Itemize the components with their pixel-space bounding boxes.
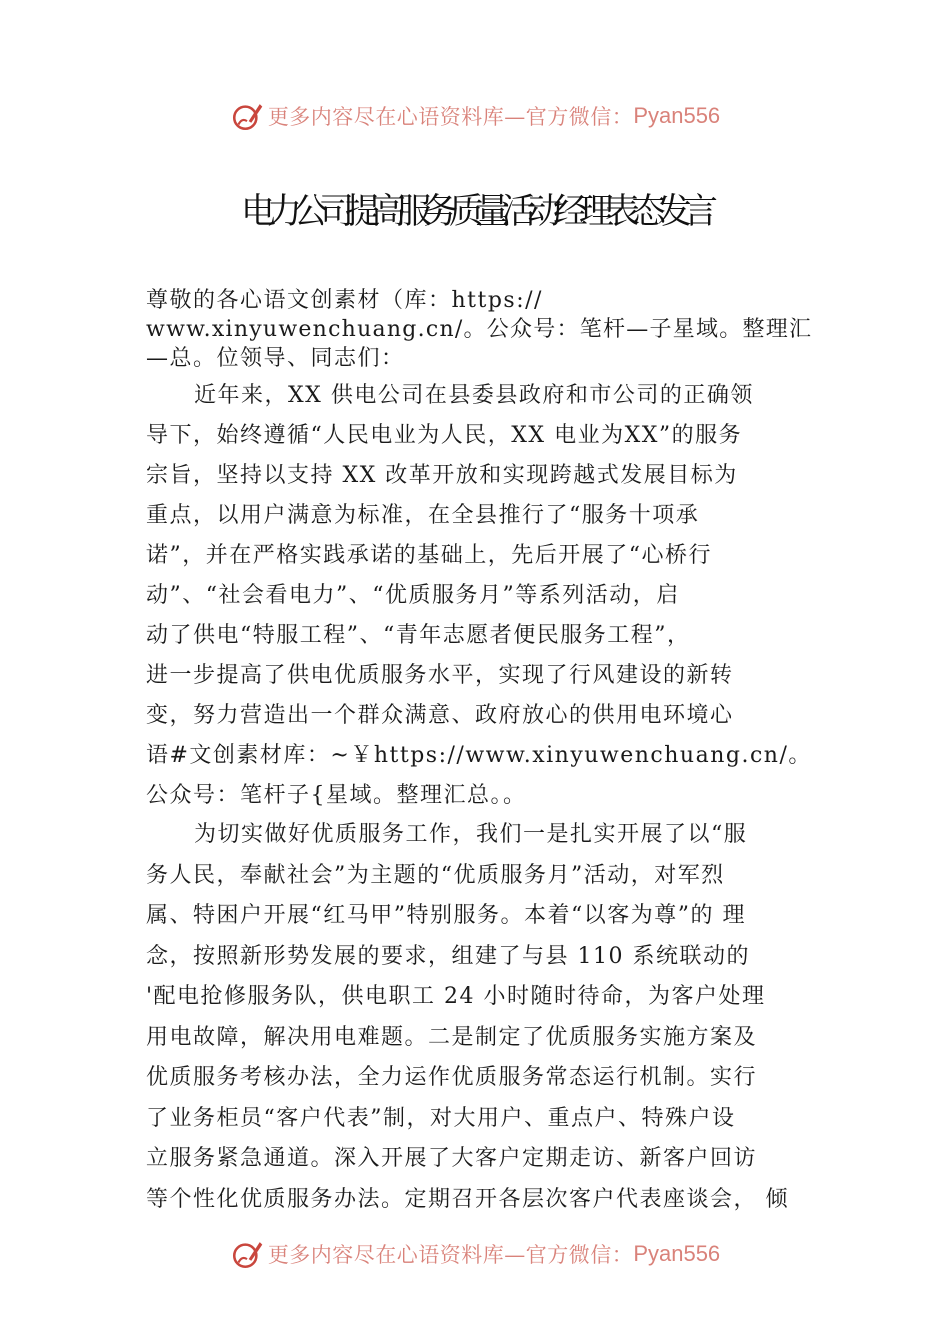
text-line: 用电故障，解决用电难题。二是制定了优质服务实施方案及: [146, 1024, 758, 1050]
text-line: 了业务柜员“客户代表”制，对大用户、重点户、特殊户设: [146, 1105, 736, 1131]
text-line: www.xinyuwenchuang.cn/。公众号：笔杆—子星域。整理汇: [146, 317, 813, 342]
text-line: 重点，以用户满意为标准，在全县推行了“服务十项承: [146, 503, 700, 528]
text-line: 变，努力营造出一个群众满意、政府放心的供用电环境心: [146, 703, 734, 728]
text-line: 宗旨，坚持以支持 XX 改革开放和实现跨越式发展目标为: [146, 463, 738, 488]
text-line: 诺”，并在严格实践承诺的基础上，先后开展了“心桥行: [146, 543, 712, 568]
paragraph-2: [146, 815, 818, 1220]
watermark-text: 更多内容尽在心语资料库—官方微信：: [267, 1243, 634, 1267]
watermark-text: 更多内容尽在心语资料库—官方微信：: [267, 105, 634, 129]
text-line: 尊敬的各心语文创素材（库：https://: [146, 288, 543, 313]
text-line: —总。位领导、同志们：: [146, 346, 405, 371]
text-line: 优质服务考核办法，全力运作优质服务常态运行机制。实行: [146, 1065, 758, 1090]
text-line: 导下，始终遵循“人民电业为人民，XX 电业为XX”的服务: [146, 423, 743, 448]
brush-pen-logo-icon: [230, 99, 264, 133]
paragraph-1: [146, 376, 818, 816]
text-line: 近年来，XX 供电公司在县委县政府和市公司的正确领: [194, 383, 754, 408]
text-line: 动了供电“特服工程”、“青年志愿者便民服务工程”，: [146, 623, 691, 648]
watermark-header: [0, 94, 950, 138]
text-line: 等个性化优质服务办法。定期召开各层次客户代表座谈会， 倾: [146, 1186, 789, 1212]
text-line: 念，按照新形势发展的要求，组建了与县 110 系统联动的: [146, 943, 750, 969]
watermark-footer: [0, 1232, 950, 1276]
watermark-wechat-id: Pyan556: [633, 1241, 721, 1266]
document-title: 电力公司提高服务质量活动经理表态发言: [240, 192, 709, 232]
text-line: 立服务紧急通道。深入开展了大客户定期走访、新客户回访: [146, 1146, 758, 1171]
text-line: '配电抢修服务队，供电职工 24 小时随时待命，为客户处理: [146, 984, 766, 1009]
salutation: [146, 286, 818, 373]
text-line: 动”、“社会看电力”、“优质服务月”等系列活动，启: [146, 583, 680, 608]
text-line: 进一步提高了供电优质服务水平，实现了行风建设的新转: [146, 663, 734, 688]
text-line: 为切实做好优质服务工作，我们一是扎实开展了以“服: [194, 822, 748, 847]
brush-pen-logo-icon: [230, 1237, 264, 1271]
text-line: 公众号：笔杆子{星域。整理汇总。。: [146, 783, 527, 808]
watermark-wechat-id: Pyan556: [633, 103, 721, 128]
text-line: 语#文创素材库：~￥https://www.xinyuwenchuang.cn/。: [146, 743, 812, 768]
text-line: 属、特困户开展“红马甲”特别服务。本着“以客为尊”的 理: [146, 903, 746, 928]
text-line: 务人民，奉献社会”为主题的“优质服务月”活动，对军烈: [146, 862, 725, 888]
